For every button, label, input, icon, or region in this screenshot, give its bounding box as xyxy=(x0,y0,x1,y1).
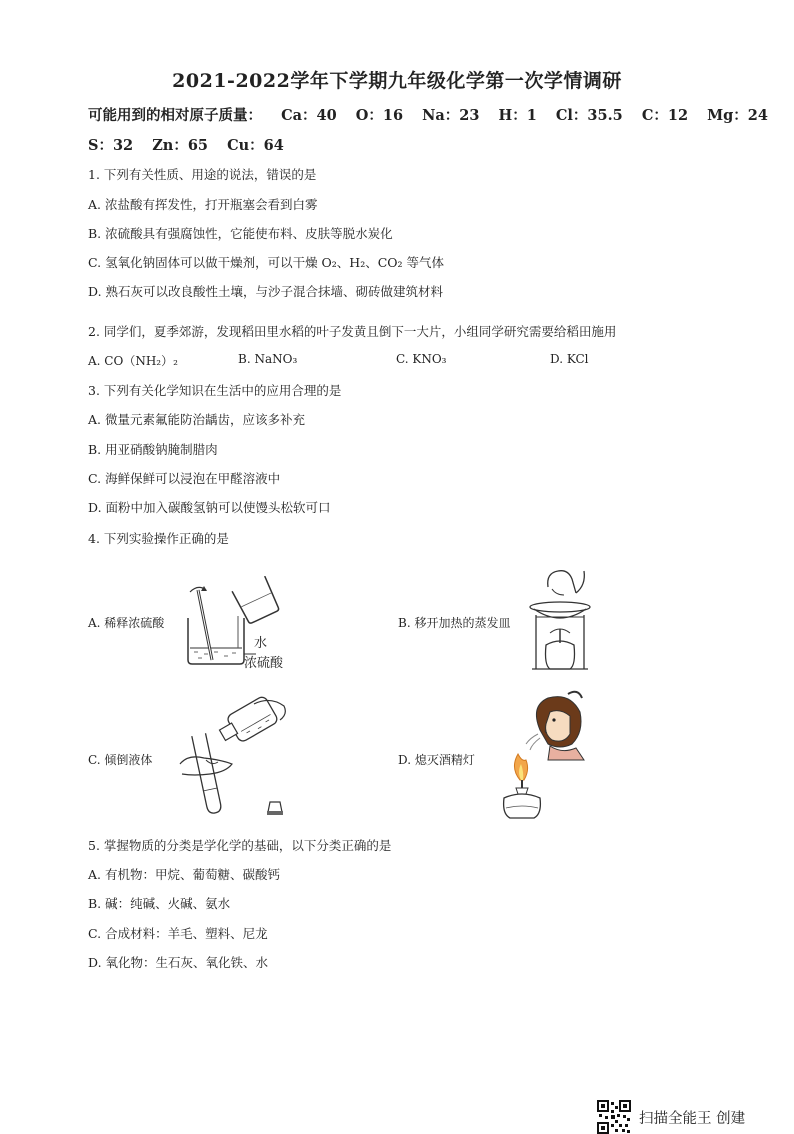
atomic-mass-cl: Cl：35.5 xyxy=(555,107,623,124)
atomic-mass-s: S：32 xyxy=(88,137,134,154)
atomic-mass-line-1 xyxy=(88,104,768,125)
question-4-stem: 4. 下列实验操作正确的是 xyxy=(88,531,229,546)
question-3-stem: 3. 下列有关化学知识在生活中的应用合理的是 xyxy=(88,383,342,398)
scanner-watermark xyxy=(597,1100,745,1134)
question-2-stem: 2. 同学们，夏季郊游，发现稻田里水稻的叶子发黄且倒下一大片，小组同学研究需要给稻田施用 xyxy=(88,324,617,339)
question-1-option-c: C. 氢氧化钠固体可以做干燥剂，可以干燥 O₂、H₂、CO₂ 等气体 xyxy=(88,255,445,270)
question-4-option-a: A. 稀释浓硫酸 xyxy=(88,616,165,630)
question-5-stem: 5. 掌握物质的分类是学化学的基础，以下分类正确的是 xyxy=(88,838,392,853)
atomic-mass-c: C：12 xyxy=(641,107,689,124)
question-2-option-d: D. KCl xyxy=(550,352,589,366)
question-3-option-d: D. 面粉中加入碳酸氢钠可以使馒头松软可口 xyxy=(88,500,331,515)
atomic-mass-na: Na：23 xyxy=(422,107,480,124)
question-2-option-b: B. NaNO₃ xyxy=(238,352,298,366)
page-title: 2021-2022学年下学期九年级化学第一次学情调研 xyxy=(172,70,622,92)
atomic-mass-label: 可能用到的相对原子质量： xyxy=(88,107,262,124)
extinguish-alcohol-lamp-figure xyxy=(490,690,590,820)
atomic-mass-mg: Mg：24 xyxy=(707,107,768,124)
question-3-option-a: A. 微量元素氟能防治龋齿，应该多补充 xyxy=(88,412,305,427)
atomic-mass-ca: Ca：40 xyxy=(281,107,337,124)
scanner-watermark-text: 扫描全能王 创建 xyxy=(639,1110,746,1127)
question-4-option-b: B. 移开加热的蒸发皿 xyxy=(398,616,511,630)
question-4-option-c: C. 倾倒液体 xyxy=(88,753,153,767)
question-1-stem: 1. 下列有关性质、用途的说法，错误的是 xyxy=(88,167,317,182)
question-3-option-c: C. 海鲜保鲜可以浸泡在甲醛溶液中 xyxy=(88,471,281,486)
figure-label-acid: 浓硫酸 xyxy=(244,656,284,671)
atomic-mass-o: O：16 xyxy=(355,107,404,124)
question-3-option-b: B. 用亚硝酸钠腌制腊肉 xyxy=(88,442,218,457)
atomic-mass-zn: Zn：65 xyxy=(152,137,209,154)
atomic-mass-h: H：1 xyxy=(498,107,537,124)
question-1-option-b: B. 浓硫酸具有强腐蚀性，它能使布料、皮肤等脱水炭化 xyxy=(88,226,393,241)
atomic-mass-line-2 xyxy=(88,134,298,155)
question-1-option-a: A. 浓盐酸有挥发性，打开瓶塞会看到白雾 xyxy=(88,197,318,212)
atomic-mass-cu: Cu：64 xyxy=(227,137,284,154)
question-5-option-a: A. 有机物：甲烷、葡萄糖、碳酸钙 xyxy=(88,867,280,882)
figure-label-water: 水 xyxy=(254,636,268,651)
qr-code-icon xyxy=(597,1100,631,1134)
question-2-option-a: A. CO（NH₂）₂ xyxy=(88,354,178,368)
bottle-stopper-figure xyxy=(265,798,285,816)
question-4-option-d: D. 熄灭酒精灯 xyxy=(398,753,475,767)
question-2-option-c: C. KNO₃ xyxy=(396,352,447,366)
question-5-option-c: C. 合成材料：羊毛、塑料、尼龙 xyxy=(88,926,268,941)
question-5-option-d: D. 氧化物：生石灰、氧化铁、水 xyxy=(88,955,269,970)
question-5-option-b: B. 碱：纯碱、火碱、氨水 xyxy=(88,896,231,911)
evaporating-dish-figure xyxy=(520,565,600,675)
question-1-option-d: D. 熟石灰可以改良酸性土壤，与沙子混合抹墙、砌砖做建筑材料 xyxy=(88,284,444,299)
